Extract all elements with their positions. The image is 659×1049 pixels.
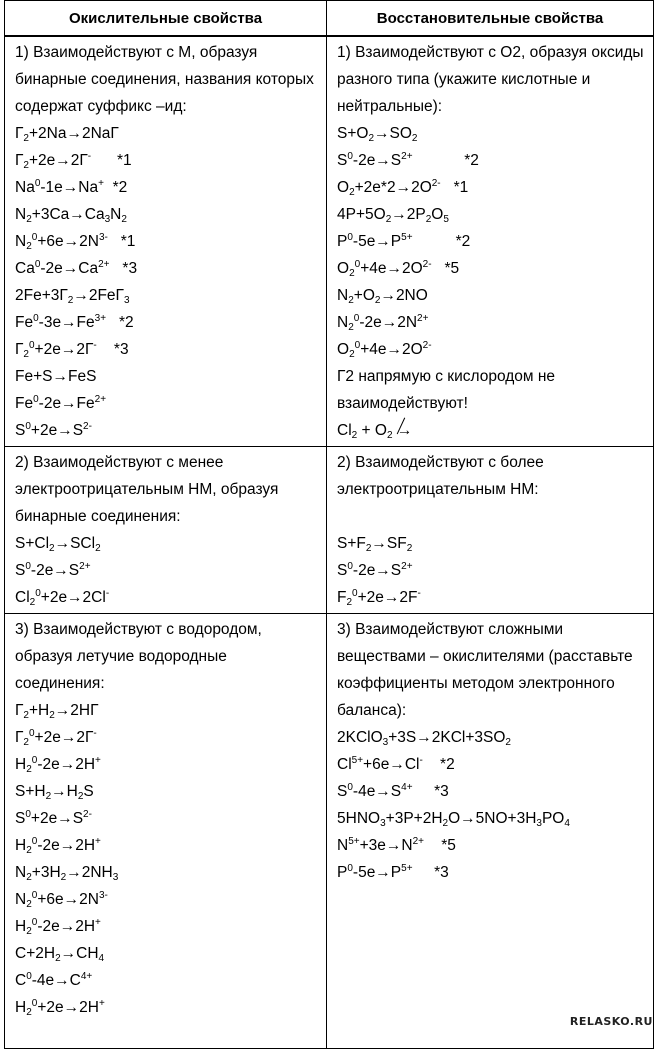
- header-oxidizing: Окислительные свойства: [5, 1, 327, 37]
- cell-oxidizing-1: [5, 36, 327, 447]
- equation-line: $P^0-5e\to P^{5+}$ *2: [337, 232, 471, 250]
- equation-line: $Г_2^0+2e\to 2Г^-$ *3: [15, 340, 129, 360]
- equation-line: $S^0+2e\to S^{2-}$: [15, 809, 92, 827]
- equation-line: $N_2+3Ca\to Ca_3N_2$: [15, 206, 127, 225]
- cell-reducing-2: [327, 447, 654, 614]
- equation-line: $H_2^0-2e\to 2H^+$: [15, 836, 101, 856]
- equation-line: $5HNO_3+3P+2H_2O\to 5NO+3H_3PO_4$: [337, 810, 570, 829]
- equation-line: $P^0-5e\to P^{5+}$ *3: [337, 863, 449, 881]
- header-row: [5, 1, 654, 37]
- section-description: Г2 напрямую с кислородом не взаимодействуют!: [337, 368, 556, 412]
- equation-line: $Cl^{5+}+6e\to Cl^-$ *2: [337, 755, 455, 773]
- blank-line: [337, 503, 647, 530]
- table-row: [5, 447, 654, 614]
- equation-line: $C+2H_2\to CH_4$: [15, 945, 105, 964]
- equation-line: $Ca^0-2e\to Ca^{2+}$ *3: [15, 259, 138, 277]
- equation-line: $N_2+O_2\to 2NO$: [337, 287, 428, 306]
- equation-line: $2KClO_3+3S\to 2KCl+3SO_2$: [337, 729, 511, 748]
- section-description: 1) Взаимодействуют с О2, образуя оксиды разного типа (укажите кислотные и нейтральные):: [337, 44, 644, 115]
- section-description: 2) Взаимодействуют с менее электроотрицательным НМ, образуя бинарные соединения:: [15, 454, 279, 525]
- cell-oxidizing-3: [5, 614, 327, 1049]
- equation-line: $N_2^0-2e\to 2N^{2+}$: [337, 313, 429, 333]
- equation-line: $Fe^0-3e\to Fe^{3+}$ *2: [15, 313, 134, 331]
- equation-line: $N^{5+}+3e\to N^{2+}$ *5: [337, 836, 456, 854]
- equation-line: $Г_2+2Na\to 2NaГ$: [15, 125, 119, 144]
- equation-line: Fe+S→FeS: [15, 368, 97, 385]
- equation-line: $Г_2+H_2\to 2HГ$: [15, 702, 99, 721]
- cell-oxidizing-2: [5, 447, 327, 614]
- equation-line: $H_2^0-2e\to 2H^+$: [15, 917, 101, 937]
- equation-line: $O_2+2e*2\to 2O^{2-}$ *1: [337, 178, 469, 198]
- equation-line: $H_2^0+2e\to 2H^+$: [15, 998, 105, 1018]
- table-row: [5, 36, 654, 447]
- equation-line: $S+O_2\to SO_2$: [337, 125, 418, 144]
- equation-line: $O_2^0+4e\to 2O^{2-}$: [337, 340, 432, 360]
- equation-line: $N_2^0+6e\to 2N^{3-}$ *1: [15, 232, 136, 252]
- section-description: 3) Взаимодействуют с водородом, образуя летучие водородные соединения:: [15, 621, 262, 692]
- equation-line: $2Fe+3Г_2\to 2FeГ_3$: [15, 287, 130, 306]
- section-description: 2) Взаимодействуют с более электроотрицательным НМ:: [337, 454, 544, 498]
- equation-line: $S+F_2\to SF_2$: [337, 535, 413, 554]
- equation-line: $Г_2^0+2e\to 2Г^-$: [15, 728, 97, 748]
- equation-line: $O_2^0+4e\to 2O^{2-}$ *5: [337, 259, 460, 279]
- watermark: RELASKO.RU: [569, 1015, 653, 1028]
- equation-line: $S+Cl_2\to SCl_2$: [15, 535, 101, 554]
- table-row: [5, 614, 654, 1049]
- section-description: 3) Взаимодействуют сложными веществами – окислителями (расставьте коэффициенты методом электронного баланса):: [337, 621, 633, 719]
- equation-line: $Cl_2 + O_2$ →: [337, 417, 647, 444]
- equation-line: $S^0+2e\to S^{2-}$: [15, 421, 92, 439]
- cell-reducing-3: [327, 614, 654, 1049]
- equation-line: $N_2^0+6e\to 2N^{3-}$: [15, 890, 108, 910]
- equation-line: $S+H_2\to H_2S$: [15, 783, 94, 802]
- equation-line: $Fe^0-2e\to Fe^{2+}$: [15, 394, 107, 412]
- equation-line: $4P+5O_2\to 2P_2O_5$: [337, 206, 449, 225]
- properties-table: [4, 0, 654, 1049]
- equation-line: $C^0-4e\to C^{4+}$: [15, 971, 93, 989]
- cell-reducing-1: [327, 36, 654, 447]
- section-description: 1) Взаимодействуют с М, образуя бинарные соединения, названия которых содержат суффикс –ид:: [15, 44, 314, 115]
- equation-line: $S^0-2e\to S^{2+}$: [15, 561, 91, 579]
- equation-line: $Na^0-1e\to Na^+$ *2: [15, 178, 128, 196]
- header-reducing: Восстановительные свойства: [327, 1, 654, 37]
- equation-line: $S^0-2e\to S^{2+}$ *2: [337, 151, 479, 169]
- equation-line: $S^0-4e\to S^{4+}$ *3: [337, 782, 449, 800]
- equation-line: $Cl_2^0+2e\to 2Cl^-$: [15, 588, 110, 608]
- equation-line: $N_2+3H_2\to 2NH_3$: [15, 864, 119, 883]
- equation-line: $H_2^0-2e\to 2H^+$: [15, 755, 101, 775]
- equation-line: $F_2^0+2e\to 2F^-$: [337, 588, 421, 608]
- equation-line: $Г_2+2e\to 2Г^-$ *1: [15, 151, 132, 171]
- equation-line: $S^0-2e\to S^{2+}$: [337, 561, 413, 579]
